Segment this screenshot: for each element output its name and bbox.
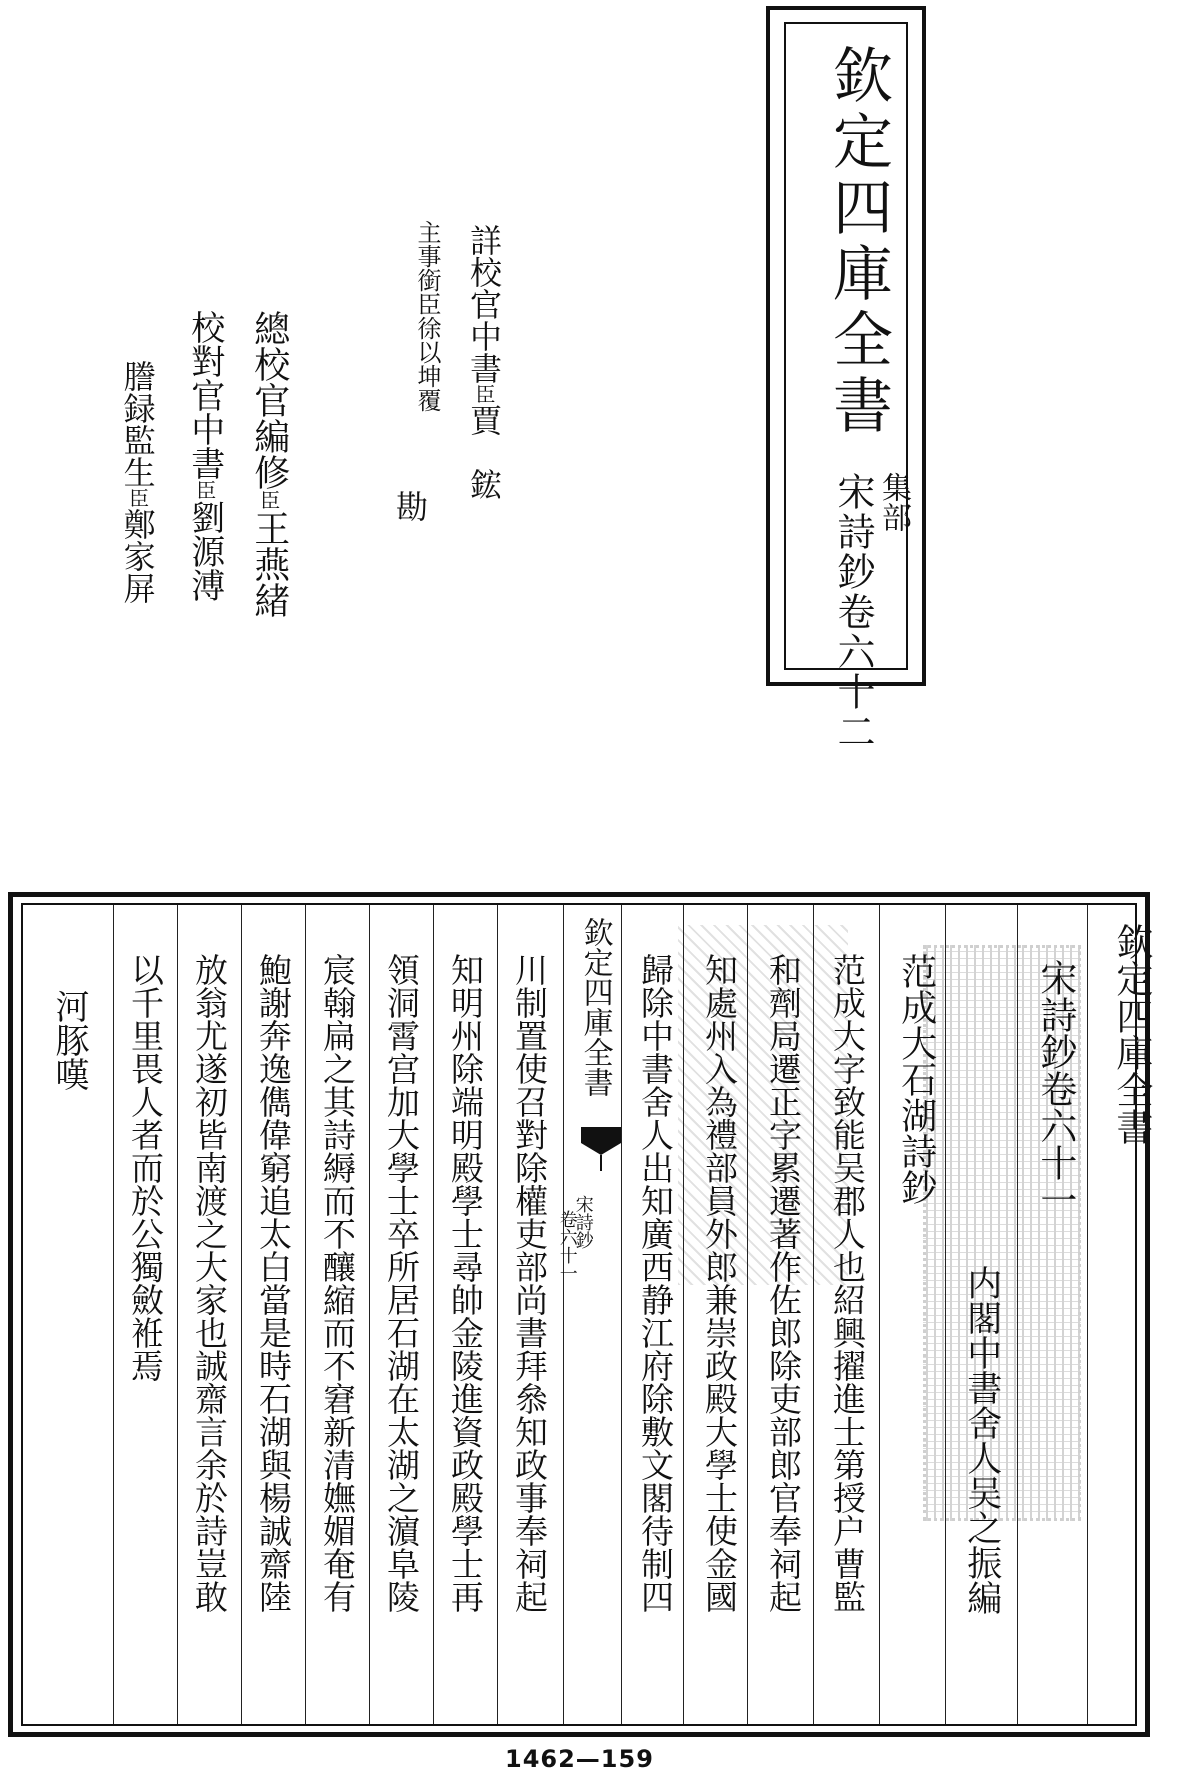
column-rule [1017,905,1018,1724]
fold-volume: 卷六十一 [556,1210,578,1282]
checker-credit [184,310,225,602]
proofreader-credit [465,224,503,500]
volume-label: 宋詩鈔卷六十二 [831,472,875,752]
text-column: 放翁尤遂初皆南渡之大家也誠齋言余於詩豈敢 [189,953,229,1613]
title-cartouche [766,6,926,752]
poet-heading: 范成大石湖詩鈔 [895,953,937,1205]
page-header: 欽定四庫全書 [1109,923,1153,1145]
proofreader-name: 賈 鋐 [465,404,503,500]
text-column: 和劑局遷正字累遷著作佐郎除吏部郎官奉祠起 [763,953,803,1613]
copyist-chen: 臣 [125,488,150,508]
checker-title: 校對官中書 [184,310,225,480]
text-column: 范成大字致能吴郡人也紹興擢進士第授户曹監 [827,953,867,1613]
text-column: 領洞霄宫加大學士卒所居石湖在太湖之濵阜陵 [381,953,421,1613]
text-column: 宸翰扁之其詩縟而不釀縮而不窘新清嫵媚奄有 [317,953,357,1613]
fold-rule [563,905,564,1724]
column-rule [683,905,684,1724]
column-rule [241,905,242,1724]
column-rule [945,905,946,1724]
column-rule [813,905,814,1724]
column-rule [497,905,498,1724]
reviewer-rank: 主事銜臣徐以坤覆 [413,220,441,412]
checker-name: 劉源溥 [184,500,225,602]
column-rule [177,905,178,1724]
proofreader-title: 詳校官中書 [465,224,503,384]
text-column: 鮑謝奔逸儁偉窮追太白當是時石湖與楊誠齋陸 [253,953,293,1613]
text-page-frame [8,892,1153,1737]
proofreader-chen: 臣 [472,384,496,404]
copyist-title: 謄録監生 [118,360,157,488]
page-number: 1462—159 [505,1745,654,1773]
text-column: 知處州入為禮部員外郎兼崇政殿大學士使金國 [699,953,739,1613]
text-column: 川制置使召對除權吏部尚書拜叅知政事奉祠起 [509,953,549,1613]
book-title: 宋詩鈔卷六十一 [1033,959,1077,1218]
text-column: 以千里畏人者而於公獨斂袵焉 [125,953,165,1382]
fold-header: 欽定四庫全書 [577,917,613,1097]
text-column: 歸除中書舍人出知廣西静江府除敷文閣待制四 [635,953,675,1613]
reviewer-credit [415,220,439,412]
reviewer-action: 勘 [391,490,429,522]
column-rule [1087,905,1088,1724]
fishtail-mark-icon [579,1125,623,1173]
title-cartouche-inner-border [784,22,911,752]
column-rule [621,905,622,1724]
poem-title: 河豚嘆 [49,989,90,1091]
column-rule [879,905,880,1724]
collection-title: 欽定四庫全書 [823,44,893,440]
column-rule [113,905,114,1724]
copyist-name: 鄭家屏 [118,508,157,604]
fold-book-title: 宋詩鈔 [572,1195,594,1249]
column-rule [747,905,748,1724]
chief-title: 總校官編修 [248,310,290,490]
section-label: 集部 [876,472,911,532]
column-rule [305,905,306,1724]
chief-editor-credit [250,310,288,618]
compiler-line: 内閣中書舍人吴之振編 [961,1265,1002,1615]
chief-chen: 臣 [256,490,281,510]
copyist-credit [118,360,157,604]
column-rule [369,905,370,1724]
text-column: 知明州除端明殿學士尋帥金陵進資政殿學士再 [445,953,485,1613]
column-rule [433,905,434,1724]
chief-name: 王燕緒 [248,510,290,618]
checker-chen: 臣 [192,480,217,500]
text-page-inner-border [21,903,1153,1726]
